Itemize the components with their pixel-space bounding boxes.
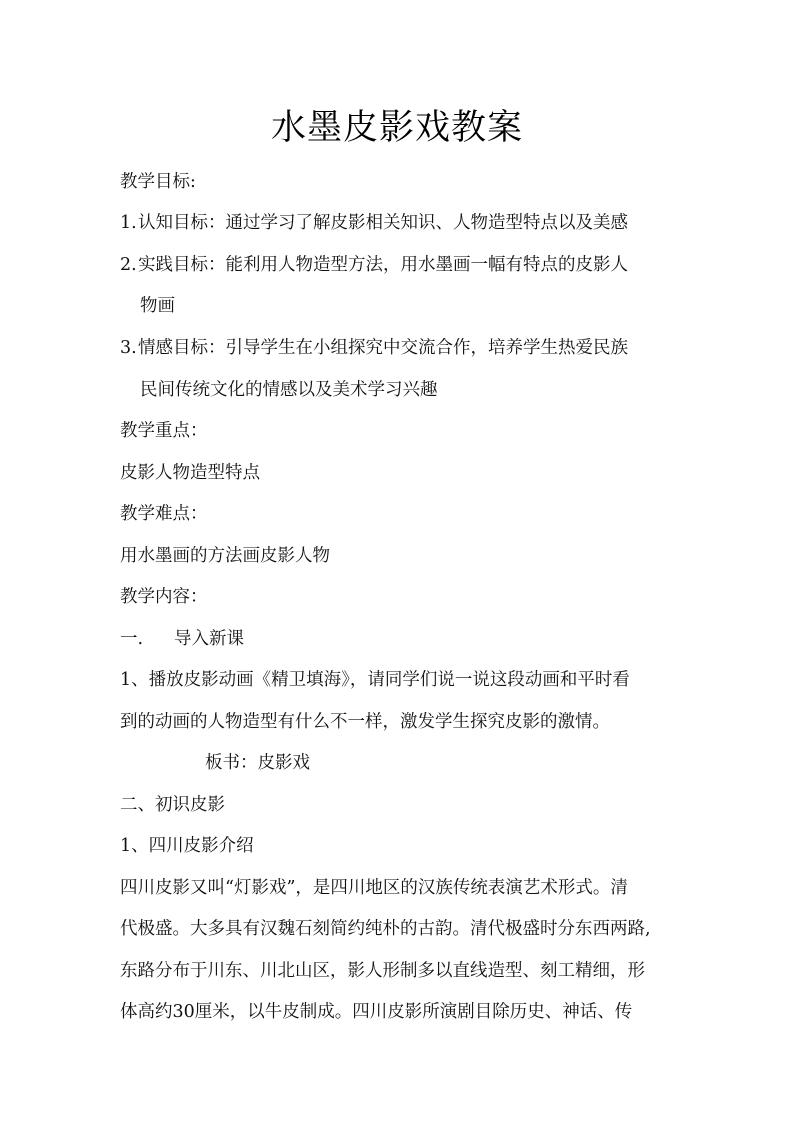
- key-point-heading: 教学重点：: [120, 421, 208, 441]
- difficulty-text: 用水墨画的方法画皮影人物: [120, 546, 330, 566]
- difficulty-heading: 教学难点：: [120, 504, 208, 524]
- objective-1-number: 1.: [120, 213, 137, 233]
- objectives-heading: 教学目标:: [120, 172, 196, 192]
- subsection-1-title: 1、四川皮影介绍: [120, 836, 254, 856]
- content-heading: 教学内容：: [120, 587, 208, 607]
- objective-1-text: 认知目标：通过学习了解皮影相关知识、人物造型特点以及美感: [138, 213, 628, 233]
- paragraph-line: 代极盛。大多具有汉魏石刻简约纯朴的古韵。清代极盛时分东西两路,: [120, 919, 651, 939]
- section-2-title: 二、初识皮影: [120, 795, 225, 815]
- board-note: 板书：皮影戏: [205, 753, 310, 773]
- document-title: 水墨皮影戏教案: [270, 108, 523, 148]
- objective-3-number: 3.: [120, 338, 137, 358]
- objective-2-continuation: 物画: [140, 296, 175, 316]
- section-1-heading: [120, 627, 244, 651]
- paragraph-line: 体高约30厘米，以牛皮制成。四川皮影所演剧目除历史、神话、传: [120, 1002, 633, 1022]
- key-point-text: 皮影人物造型特点: [120, 463, 260, 483]
- paragraph-line: 四川皮影又叫“灯影戏”，是四川地区的汉族传统表演艺术形式。清: [120, 878, 628, 898]
- section-1-number: 一.: [120, 629, 144, 649]
- objective-1: [120, 211, 628, 235]
- objective-3: [120, 336, 628, 360]
- objective-2: [120, 253, 628, 277]
- objective-3-continuation: 民间传统文化的情感以及美术学习兴趣: [140, 380, 438, 400]
- objective-2-text: 实践目标：能利用人物造型方法，用水墨画一幅有特点的皮影人: [138, 255, 628, 275]
- section-1-title: 导入新课: [174, 629, 244, 649]
- objective-2-number: 2.: [120, 255, 137, 275]
- section-1-text-line-1: 1、播放皮影动画《精卫填海》，请同学们说一说这段动画和平时看: [120, 670, 630, 690]
- paragraph-line: 东路分布于川东、川北山区，影人形制多以直线造型、刻工精细，形: [120, 961, 645, 981]
- objective-3-text: 情感目标：引导学生在小组探究中交流合作，培养学生热爱民族: [138, 338, 628, 358]
- section-1-text-line-2: 到的动画的人物造型有什么不一样，激发学生探究皮影的激情。: [120, 712, 610, 732]
